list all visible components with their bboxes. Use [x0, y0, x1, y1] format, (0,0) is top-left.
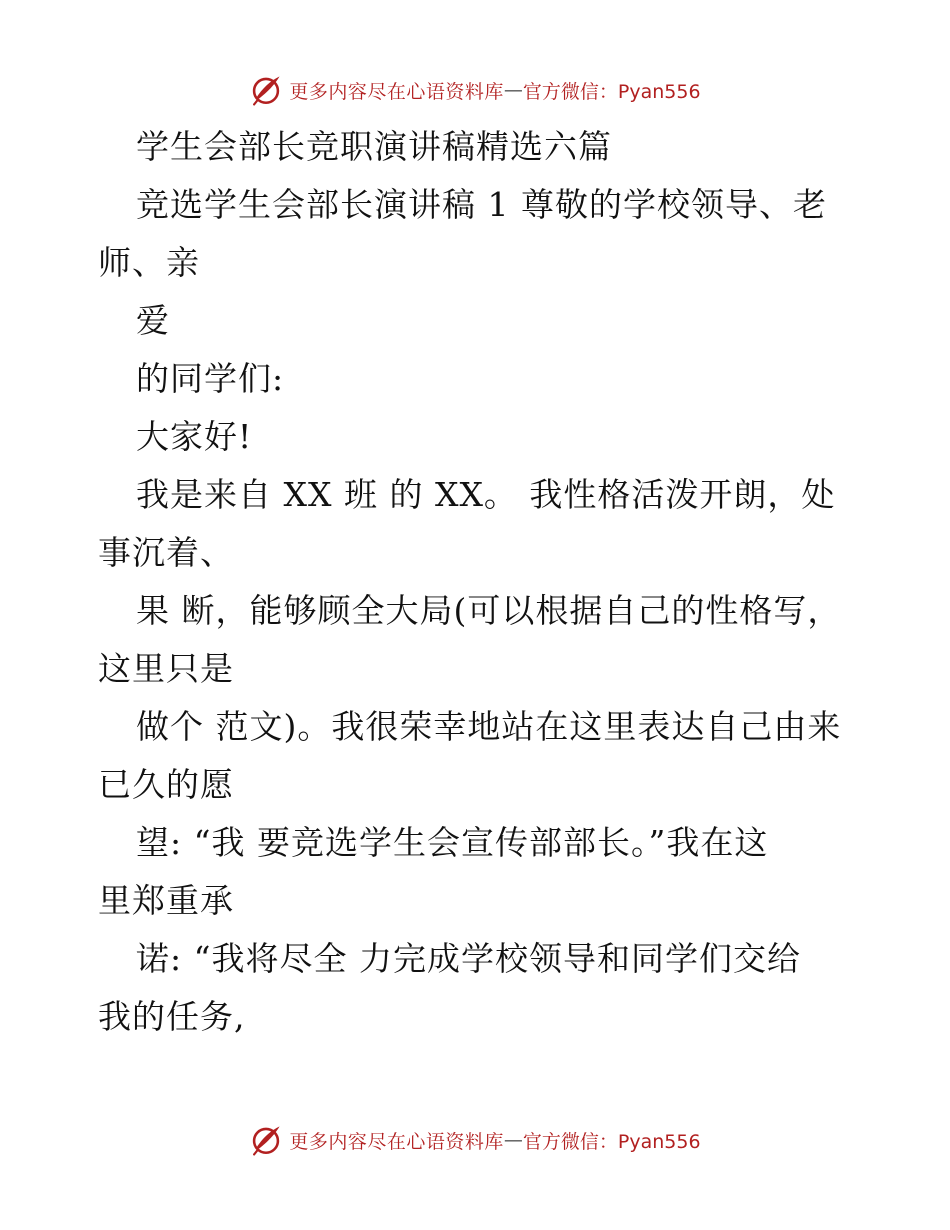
paragraph-line: 做个 范文)。我很荣幸地站在这里表达自己由来 — [136, 707, 842, 746]
footer-wechat-text: 官方微信：Pyan556 — [522, 1130, 701, 1153]
paragraph-line: 我的任务, — [98, 997, 246, 1036]
paragraph-line: 我是来自 XX 班 的 XX。 我性格活泼开朗，处 — [136, 475, 836, 514]
paragraph-line: 爱 — [136, 301, 170, 340]
paragraph-line: 事沉着、 — [98, 533, 234, 572]
header-brand-text: 更多内容尽在心语资料库 — [289, 80, 504, 103]
paragraph-line: 竞选学生会部长演讲稿 1 尊敬的学校领导、老 — [136, 185, 827, 224]
footer-banner — [0, 1120, 950, 1160]
paragraph-line: 师、亲 — [98, 243, 200, 282]
header-separator: — — [503, 79, 523, 101]
header-banner — [0, 70, 950, 110]
document-title: 学生会部长竞职演讲稿精选六篇 — [136, 127, 612, 166]
paragraph-line: 已久的愿 — [98, 765, 234, 804]
paragraph-line: 果 断，能够顾全大局(可以根据自己的性格写， — [136, 591, 842, 630]
paragraph-line: 望: “我 要竞选学生会宣传部部长。”我在这 — [136, 823, 769, 862]
quill-pen-logo-icon — [249, 1123, 283, 1157]
paragraph-line: 大家好! — [136, 417, 253, 456]
paragraph-line: 里郑重承 — [98, 881, 234, 920]
header-wechat-text: 官方微信：Pyan556 — [522, 80, 701, 103]
paragraph-line: 的同学们: — [136, 359, 285, 398]
footer-separator: — — [503, 1129, 523, 1151]
paragraph-line: 这里只是 — [98, 649, 234, 688]
paragraph-line: 诺: “我将尽全 力完成学校领导和同学们交给 — [136, 939, 801, 978]
quill-pen-logo-icon — [249, 73, 283, 107]
footer-brand-text: 更多内容尽在心语资料库 — [289, 1130, 504, 1153]
document-body — [98, 118, 898, 1046]
